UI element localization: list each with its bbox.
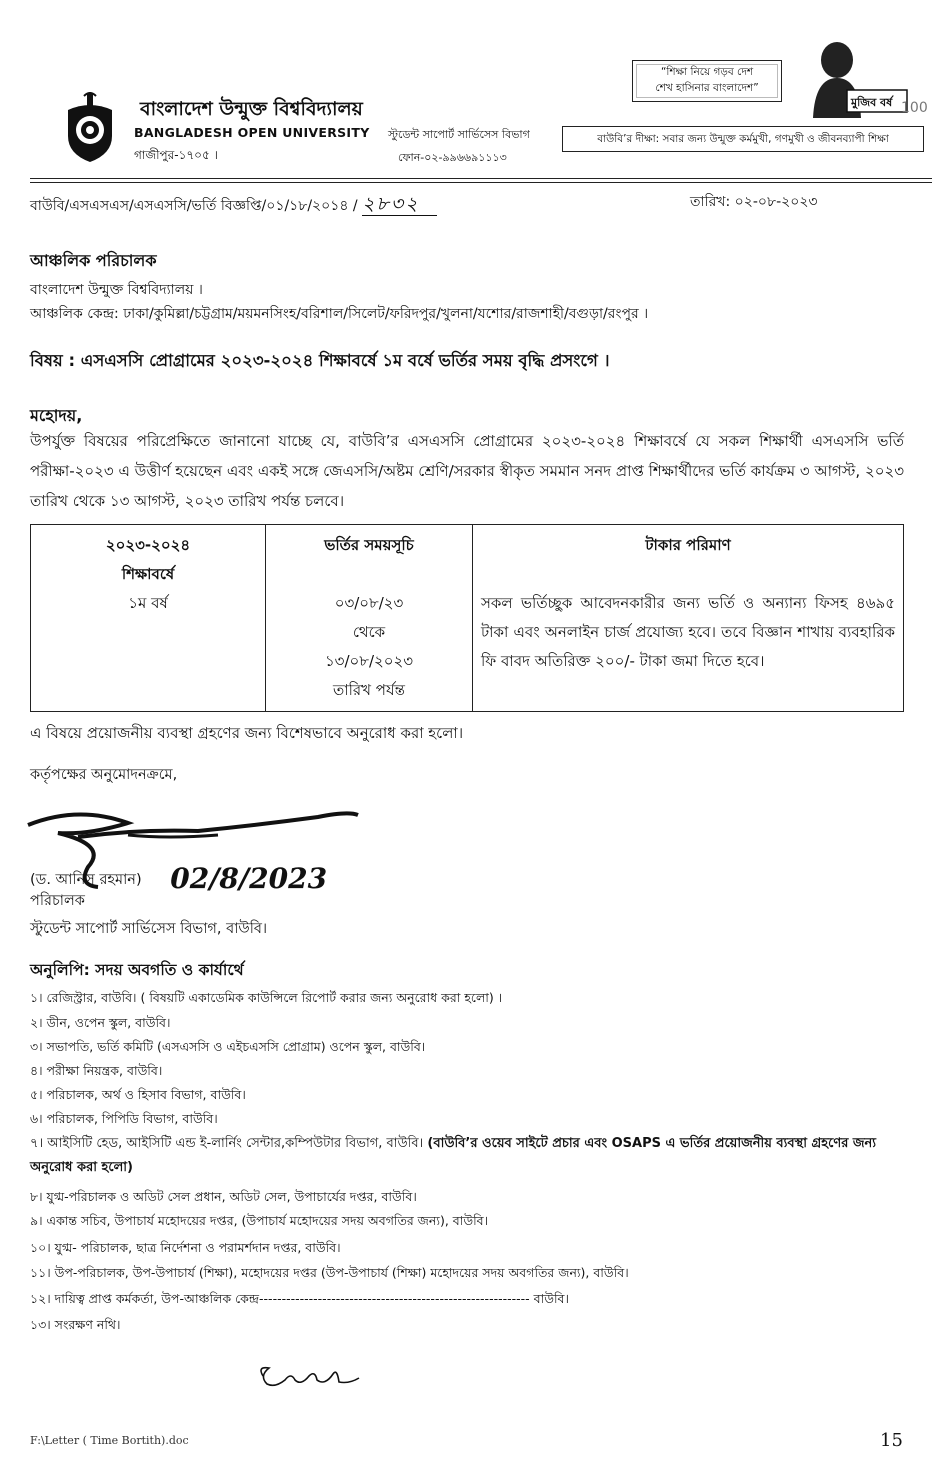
- recipient-line-2: আঞ্চলিক কেন্দ্র: ঢাকা/কুমিল্লা/চট্টগ্রাম/ময়মনসিংহ/বরিশাল/সিলেট/ফরিদপুর/খুলনা/যশোর/রাজশাহী/বগুড়া/রংপুর ।: [30, 306, 649, 322]
- recipient-line-1: বাংলাদেশ উন্মুক্ত বিশ্ববিদ্যালয় ।: [30, 282, 203, 298]
- request-line: এ বিষয়ে প্রয়োজনীয় ব্যবস্থা গ্রহণের জন্য বিশেষভাবে অনুরোধ করা হলো।: [30, 724, 464, 742]
- cc-item-7-text: ৭। আইসিটি হেড, আইসিটি এন্ড ই-লার্নিং সেন্টার,কম্পিউটার বিভাগ, বাউবি।: [30, 1136, 424, 1151]
- body-paragraph: উপর্যুক্ত বিষয়ের পরিপ্রেক্ষিতে জানানো যাচ্ছে যে, বাউবি’র এসএসসি প্রোগ্রামের ২০২৩-২০২৪ শিক্ষাবর্ষে যে সকল শিক্ষার্থী এসএসসি ভর্তি পরীক্ষা-২০২৩ এ উত্তীর্ণ হয়েছেন এবং একই সঙ্গে জেএসসি/অষ্টম শ্রেণি/সরকার স্বীকৃত সমমান সনদ প্রাপ্ত শিক্ষার্থীদের ভর্তি কার্যক্রম ৩ আগস্ট, ২০২৩ তারিখ থেকে ১৩ আগস্ট, ২০২৩ তারিখ পর্যন্ত চলবে।: [30, 432, 904, 510]
- list-item: ১১। উপ-পরিচালক, উপ-উপাচার্য (শিক্ষা), মহোদয়ের দপ্তর (উপ-উপাচার্য (শিক্ষা) মহোদয়ের সদয় অবগতির জন্য), বাউবি।: [30, 1265, 629, 1280]
- table-cell-schedule: [266, 525, 473, 712]
- table-cell-fee: [473, 525, 904, 712]
- list-item: ১। রেজিস্ট্রার, বাউবি। ( বিষয়টি একাডেমিক কাউন্সিলে রিপোর্ট করার জন্য অনুরোধ করা হলো) ।: [30, 990, 503, 1005]
- motto-box: বাউবি’র দীক্ষা: সবার জন্য উন্মুক্ত কর্মমুখী, গণমুখী ও জীবনব্যাপী শিক্ষা: [562, 126, 924, 152]
- table-head-session: ২০২৩-২০২৪: [105, 536, 191, 554]
- university-logo: [60, 92, 120, 164]
- memo-reference: [30, 190, 437, 222]
- mujib-year-text: মুজিব বর্ষ: [851, 96, 893, 109]
- memo-number: বাউবি/এসএসএস/এসএসসি/ভর্তি বিজ্ঞপ্তি/০১/১৮/২০১৪ /: [30, 198, 358, 214]
- header-divider-2: [30, 182, 932, 183]
- list-item-ict: [30, 1132, 900, 1180]
- cc-title: অনুলিপি: সদয় অবগতি ও কার্যার্থে: [30, 961, 244, 979]
- recipient-title: আঞ্চলিক পরিচালক: [30, 251, 157, 270]
- slogan-line-1: “শিক্ষা নিয়ে গড়ব দেশ: [660, 66, 754, 78]
- subject: বিষয় : এসএসসি প্রোগ্রামের ২০২৩-২০২৪ শিক্ষাবর্ষে ১ম বর্ষে ভর্তির সময় বৃদ্ধি প্রসংগে ।: [30, 351, 610, 370]
- signer-name-text: (ড. আনিস রহমান): [30, 872, 142, 888]
- footer-file-path: F:\Letter ( Time Bortith).doc: [30, 1434, 189, 1447]
- list-item: ৫। পরিচালক, অর্থ ও হিসাব বিভাগ, বাউবি।: [30, 1087, 246, 1102]
- admission-schedule-table: [30, 524, 904, 712]
- table-head-fee: টাকার পরিমাণ: [645, 536, 731, 554]
- mujib-year-logo: [795, 38, 930, 118]
- schedule-end-date: ১৩/০৮/২০২৩: [324, 652, 414, 670]
- page-number: 15: [880, 1430, 903, 1451]
- letter-date: তারিখ: ০২-০৮-২০২৩: [690, 194, 818, 210]
- approval-line: কর্তৃপক্ষের অনুমোদনক্রমে,: [30, 767, 178, 783]
- list-item: ৬। পরিচালক, পিপিডি বিভাগ, বাউবি।: [30, 1111, 218, 1126]
- schedule-until: তারিখ পর্যন্ত: [333, 681, 405, 699]
- signer-title: পরিচালক: [30, 893, 85, 909]
- list-item: ২। ডীন, ওপেন স্কুল, বাউবি।: [30, 1015, 171, 1030]
- table-head-session-label: শিক্ষাবর্ষে: [121, 565, 175, 583]
- slogan-line-2: শেখ হাসিনার বাংলাদেশ”: [655, 82, 759, 94]
- handwritten-sign-date: 02/8/2023: [170, 862, 328, 895]
- table-cell-year: [31, 525, 266, 712]
- table-head-schedule: ভর্তির সময়সূচি: [324, 536, 414, 554]
- phone-number: ফোন-০২-৯৯৬৬৯১১১৩: [398, 151, 507, 164]
- signer-name: [30, 858, 327, 893]
- list-item: ৪। পরীক্ষা নিয়ন্ত্রক, বাউবি।: [30, 1063, 163, 1078]
- list-item: ৮। যুগ্ম-পরিচালক ও অডিট সেল প্রধান, অডিট সেল, উপাচার্যের দপ্তর, বাউবি।: [30, 1189, 417, 1204]
- salutation: মহোদয়,: [30, 406, 83, 425]
- slogan-box: [632, 60, 782, 102]
- table-year-value: ১ম বর্ষ: [128, 594, 168, 612]
- handwritten-initials: [255, 1362, 365, 1392]
- svg-text:100: 100: [901, 100, 928, 116]
- schedule-start-date: ০৩/০৮/২৩: [334, 594, 404, 612]
- handwritten-memo-number: ২৮৩২: [362, 193, 437, 216]
- table-row: [31, 525, 904, 712]
- list-item: ৯। একান্ত সচিব, উপাচার্য মহোদয়ের দপ্তর, (উপাচার্য মহোদয়ের সদয় অবগতির জন্য), বাউবি।: [30, 1213, 489, 1228]
- university-address: গাজীপুর-১৭০৫ ।: [134, 148, 218, 162]
- university-name-en: BANGLADESH OPEN UNIVERSITY: [134, 125, 370, 140]
- cc-item-7-note: (বাউবি’র ওয়েব সাইটে প্রচার এবং OSAPS এ ভর্তির প্রয়োজনীয় ব্যবস্থা গ্রহণের জন্য অনুরোধ করা হলো): [30, 1136, 877, 1175]
- department-name: স্টুডেন্ট সাপোর্ট সার্ভিসেস বিভাগ: [388, 128, 530, 141]
- header-divider: [30, 178, 932, 179]
- university-name-bn: বাংলাদেশ উন্মুক্ত বিশ্ববিদ্যালয়: [140, 98, 363, 120]
- list-item: ১২। দায়িত্ব প্রাপ্ত কর্মকর্তা, উপ-আঞ্চলিক কেন্দ্র------------------------------------------------------------ বাউবি।: [30, 1291, 569, 1306]
- list-item: ৩। সভাপতি, ভর্তি কমিটি (এসএসসি ও এইচএসসি প্রোগ্রাম) ওপেন স্কুল, বাউবি।: [30, 1039, 426, 1054]
- fee-details: সকল ভর্তিচ্ছুক আবেদনকারীর জন্য ভর্তি ও অন্যান্য ফিসহ ৪৬৯৫ টাকা এবং অনলাইন চার্জ প্রযোজ্য হবে। তবে বিজ্ঞান শাখায় ব্যবহারিক ফি বাবদ অতিরিক্ত ২০০/- টাকা জমা দিতে হবে।: [481, 594, 895, 670]
- signer-department: স্টুডেন্ট সাপোর্ট সার্ভিসেস বিভাগ, বাউবি।: [30, 921, 268, 937]
- list-item: ১৩। সংরক্ষণ নথি।: [30, 1317, 121, 1332]
- schedule-from: থেকে: [352, 623, 386, 641]
- list-item: ১০। যুগ্ম- পরিচালক, ছাত্র নির্দেশনা ও পরামর্শদান দপ্তর, বাউবি।: [30, 1240, 341, 1255]
